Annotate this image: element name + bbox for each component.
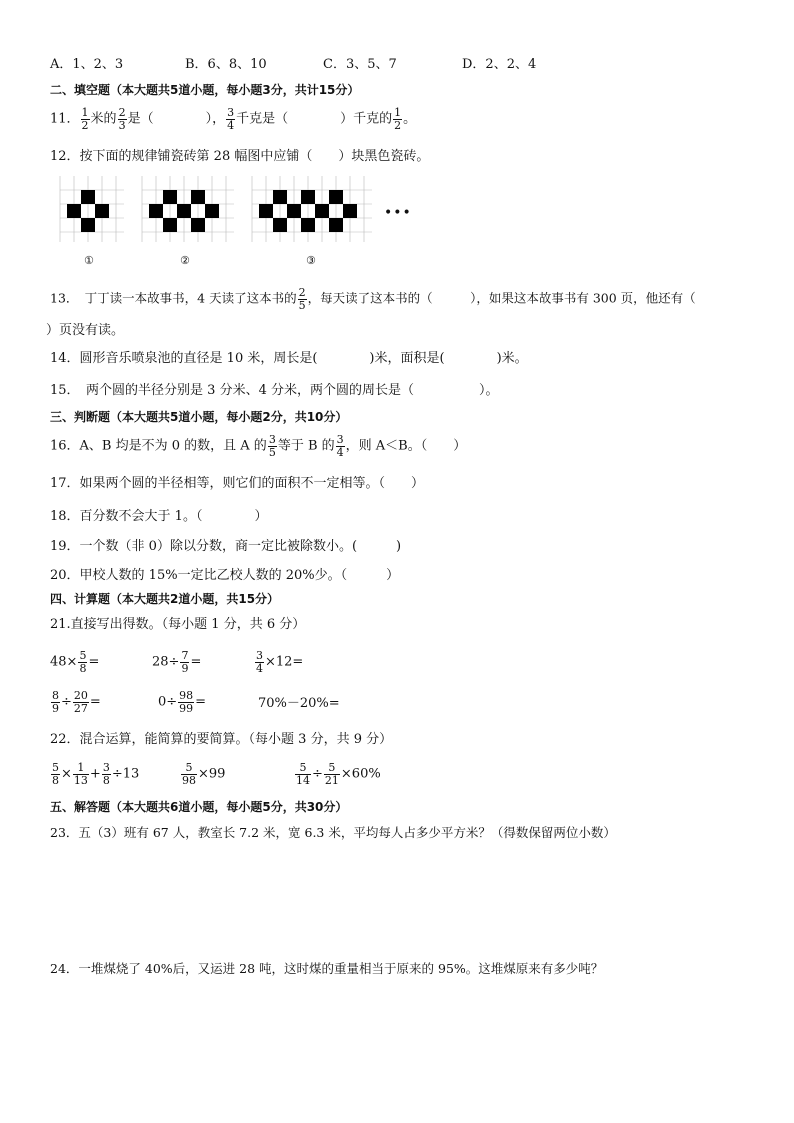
question-19: 19．一个数（非 0）除以分数，商一定比被除数小。( ) — [50, 539, 402, 554]
q11-text: 米的 — [90, 111, 117, 127]
q16-text: ，则 A＜B。（ ） — [345, 438, 467, 454]
fraction: $\frac{3}{4}$ — [336, 433, 344, 459]
tile-figure-1 — [58, 176, 126, 246]
question-18: 18．百分数不会大于 1。（ ） — [50, 509, 268, 524]
mixed-item-3: $\frac{5}{14}$ ÷ $\frac{5}{21}$ ×60% — [296, 761, 381, 787]
calc-item-6: 70%－20%= — [258, 696, 340, 711]
q16-text: 等于 B 的 — [277, 438, 335, 454]
fraction: $\frac{1}{2}$ — [394, 106, 402, 132]
question-17: 17．如果两个圆的半径相等，则它们的面积不一定相等。（ ） — [50, 476, 425, 491]
question-13 — [50, 287, 696, 311]
question-21: 21.直接写出得数。（每小题 1 分，共 6 分） — [50, 617, 306, 632]
question-12: 12．按下面的规律铺瓷砖第 28 幅图中应铺（ ）块黑色瓷砖。 — [50, 149, 430, 164]
question-23: 23．五（3）班有 67 人，教室长 7.2 米，宽 6.3 米，平均每人占多少平方米？（得数保留两位小数） — [50, 825, 616, 840]
fraction: $\frac{3}{5}$ — [268, 433, 276, 459]
figure-label-2: ② — [180, 254, 190, 267]
section-judgement-heading: 三、判断题（本大题共5道小题，每小题2分，共10分） — [50, 410, 348, 424]
calc-item-1: 48× $\frac{5}{8}$ = — [50, 649, 100, 675]
question-11 — [50, 107, 416, 131]
q11-text: 。 — [403, 111, 417, 127]
calc-item-5: 0÷ $\frac{98}{99}$ = — [158, 689, 207, 715]
tile-figure-3 — [250, 176, 374, 246]
question-14: 14．圆形音乐喷泉池的直径是 10 米，周长是( )米，面积是( )米。 — [50, 351, 528, 366]
mixed-item-2: $\frac{5}{98}$ ×99 — [182, 761, 226, 787]
q11-text: 千克是（ ）千克的 — [236, 111, 393, 127]
section-fill-in-heading: 二、填空题（本大题共5道小题，每小题3分，共计15分） — [50, 83, 360, 97]
option-b: B．6、8、10 — [185, 57, 267, 72]
q11-number: 11． — [50, 111, 80, 127]
calc-item-4: $\frac{8}{9}$ ÷ $\frac{20}{27}$ = — [52, 689, 101, 715]
figure-label-3: ③ — [306, 254, 316, 267]
q16-text: 16．A、B 均是不为 0 的数，且 A 的 — [50, 438, 267, 454]
question-16 — [50, 434, 466, 458]
section-calculation-heading: 四、计算题（本大题共2道小题，共15分） — [50, 592, 280, 606]
continuation-dots: ••• — [384, 205, 412, 221]
question-20: 20．甲校人数的 15%一定比乙校人数的 20%少。（ ） — [50, 568, 400, 583]
option-a: A．1、2、3 — [50, 57, 124, 72]
fraction: $\frac{1}{2}$ — [81, 106, 89, 132]
q13-text: 13． 丁丁读一本故事书，4 天读了这本书的 — [50, 290, 297, 306]
figure-label-1: ① — [84, 254, 94, 267]
question-24: 24．一堆煤烧了 40%后，又运进 28 吨，这时煤的重量相当于原来的 95%。这堆煤原来有多少吨？ — [50, 961, 604, 976]
calc-item-2: 28÷ $\frac{7}{9}$ = — [152, 649, 202, 675]
q13-text: ，每天读了这本书的（ ），如果这本故事书有 300 页，他还有（ — [307, 290, 696, 306]
q11-text: 是（ ）， — [127, 111, 226, 127]
calc-item-3: $\frac{3}{4}$ ×12= — [256, 649, 304, 675]
question-13-continued: ）页没有读。 — [46, 323, 125, 338]
fraction: $\frac{2}{5}$ — [298, 286, 306, 312]
option-d: D．2、2、4 — [462, 57, 537, 72]
mixed-item-1: $\frac{5}{8}$ × $\frac{1}{13}$ + $\frac{3}{8}$ ÷13 — [52, 761, 140, 787]
section-word-problems-heading: 五、解答题（本大题共6道小题，每小题5分，共30分） — [50, 800, 348, 814]
fraction: $\frac{2}{3}$ — [118, 106, 126, 132]
question-15: 15． 两个圆的半径分别是 3 分米、4 分米，两个圆的周长是（ ）。 — [50, 383, 499, 398]
option-c: C．3、5、7 — [323, 57, 397, 72]
fraction: $\frac{3}{4}$ — [227, 106, 235, 132]
question-22: 22．混合运算，能简算的要简算。（每小题 3 分，共 9 分） — [50, 732, 393, 747]
tile-figure-2 — [140, 176, 236, 246]
